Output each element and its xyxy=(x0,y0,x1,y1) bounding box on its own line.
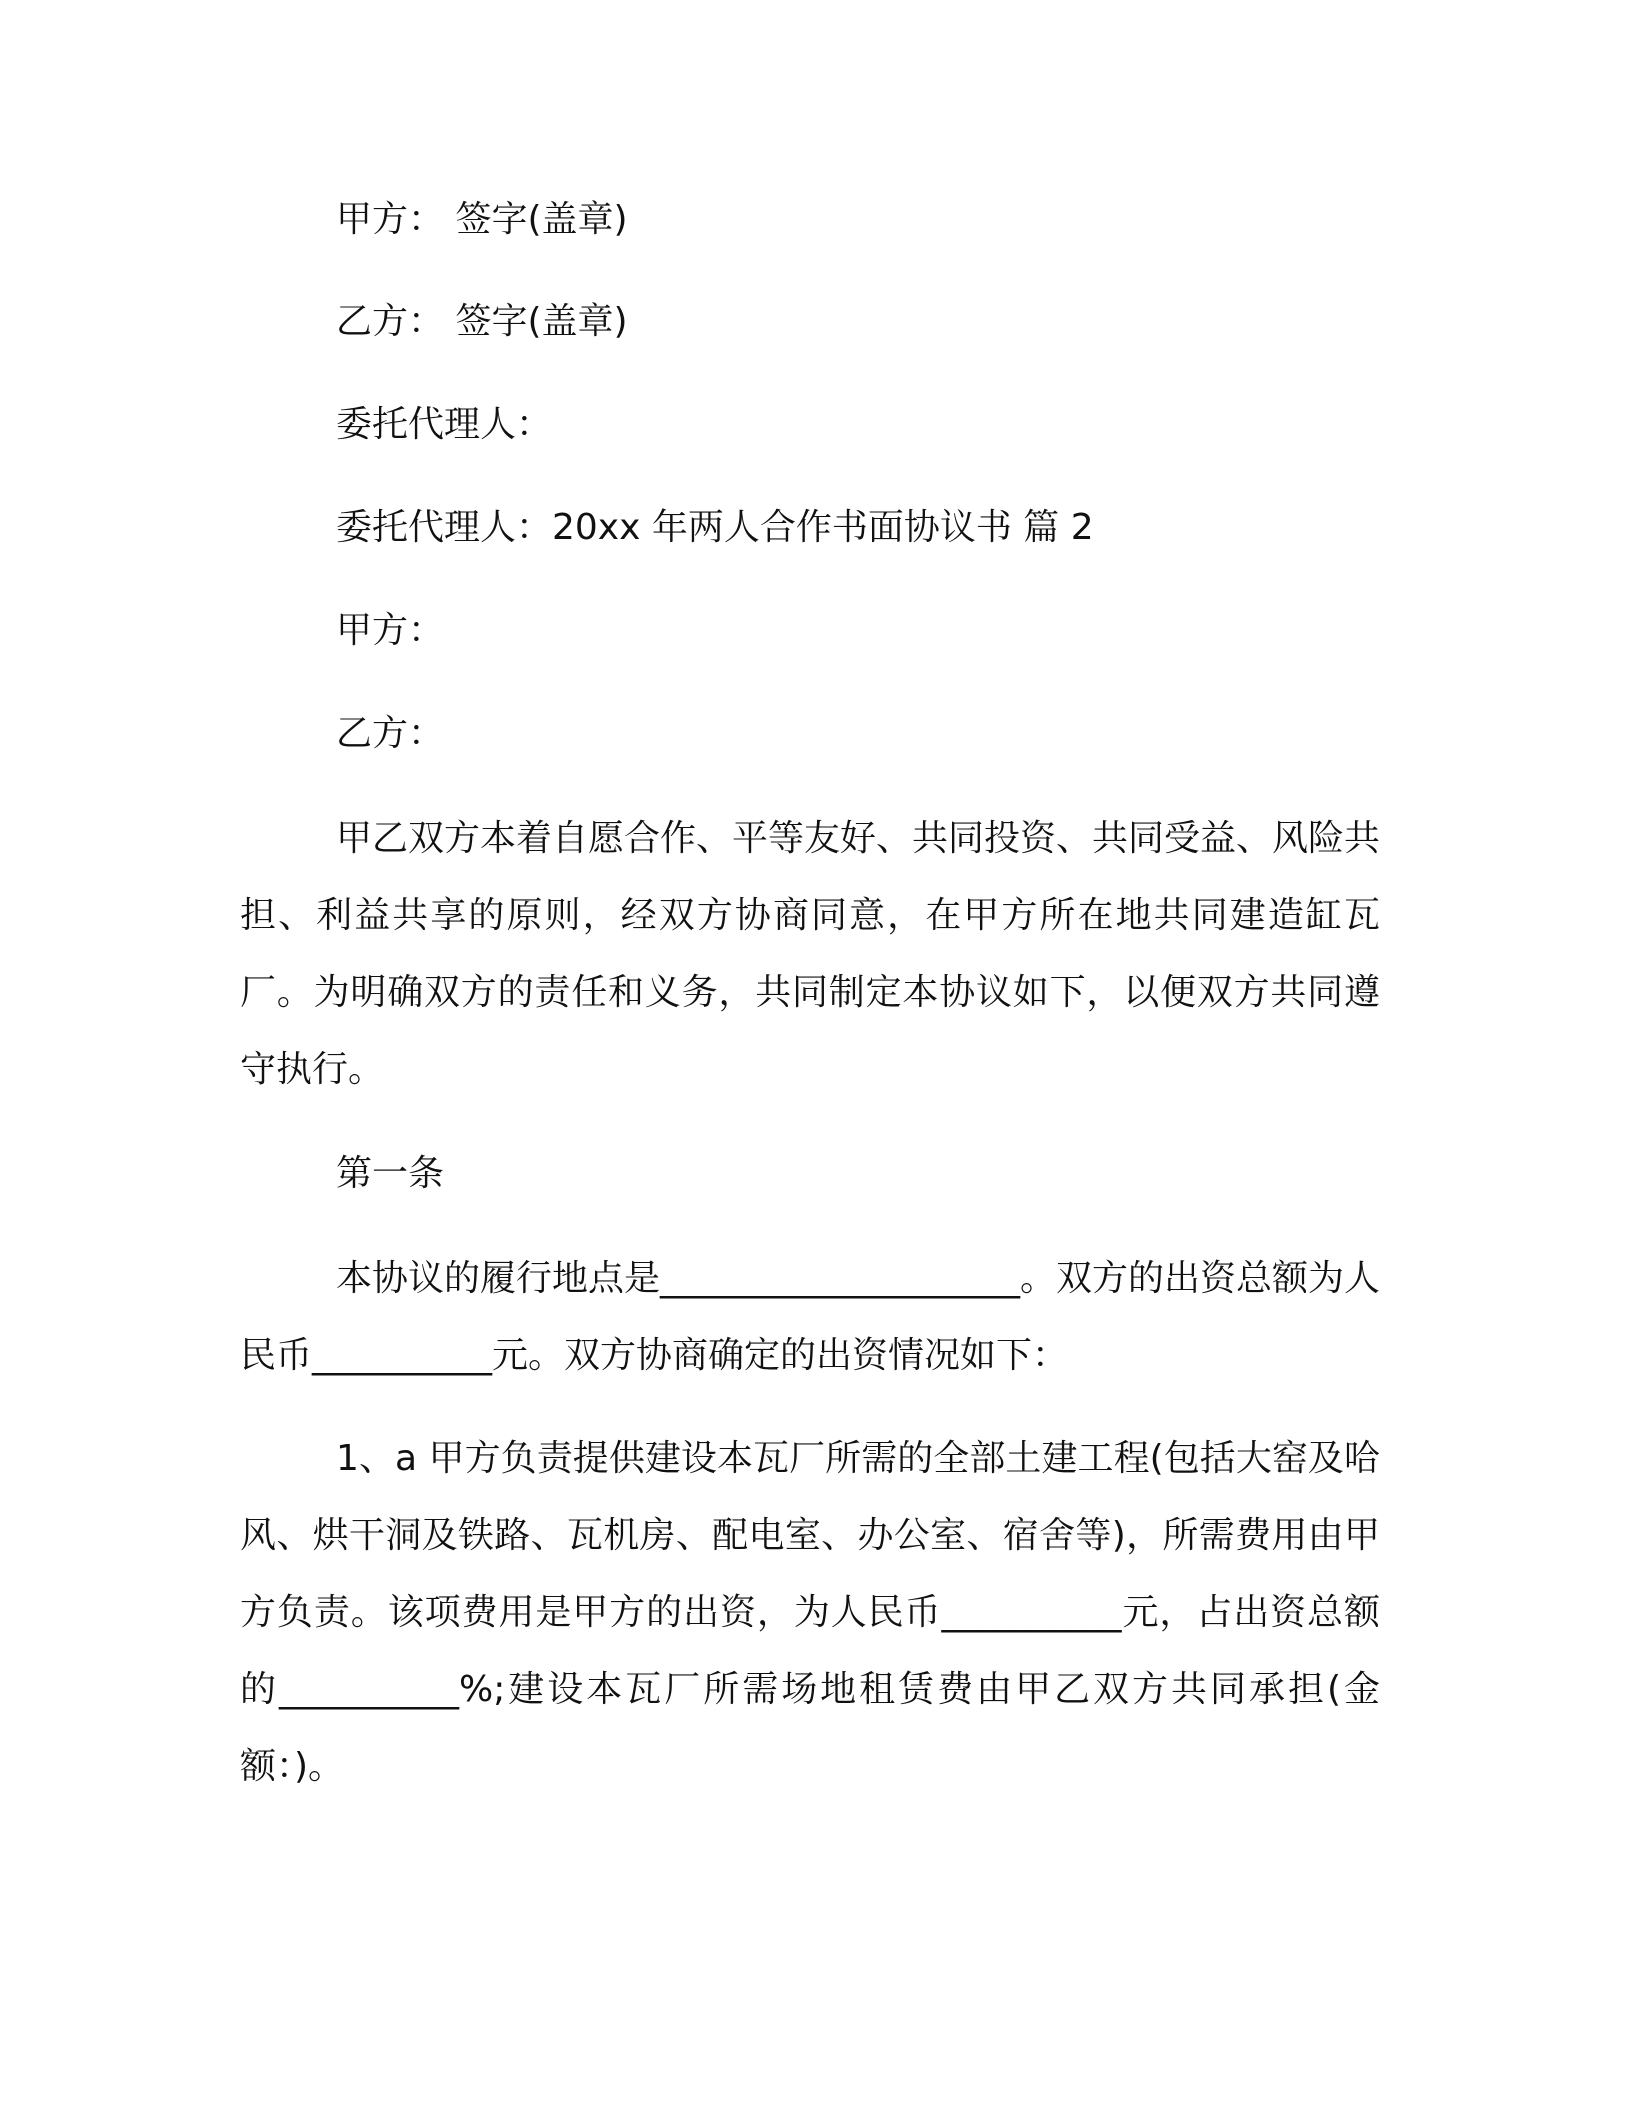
contribution-paragraph: 1、a 甲方负责提供建设本瓦厂所需的全部土建工程(包括大窑及哈风、烘干洞及铁路、瓦机房、配电室、办公室、宿舍等)，所需费用由甲方负责。该项费用是甲方的出资，为人民币__________元，占出资总额的__________%;建设本瓦厂所需场地租赁费由甲乙双方共同承担(金额：)。 xyxy=(240,1438,1380,1787)
article-heading: 第一条 xyxy=(336,1153,445,1194)
agent-title-line: 委托代理人：20xx 年两人合作书面协议书 篇 2 xyxy=(336,507,1094,548)
intro-paragraph: 甲乙双方本着自愿合作、平等友好、共同投资、共同受益、风险共担、利益共享的原则，经双方协商同意，在甲方所在地共同建造缸瓦厂。为明确双方的责任和义务，共同制定本协议如下，以便双方共同遵守执行。 xyxy=(240,818,1381,1090)
party-b-signature-line: 乙方： 签字(盖章) xyxy=(336,301,628,342)
agent-line: 委托代理人： xyxy=(336,404,553,445)
location-paragraph: 本协议的履行地点是____________________。双方的出资总额为人民币__________元。双方协商确定的出资情况如下： xyxy=(240,1258,1381,1376)
party-a-signature-line: 甲方： 签字(盖章) xyxy=(336,199,628,240)
party-a-line: 甲方： xyxy=(336,610,445,651)
party-b-line: 乙方： xyxy=(336,713,445,754)
